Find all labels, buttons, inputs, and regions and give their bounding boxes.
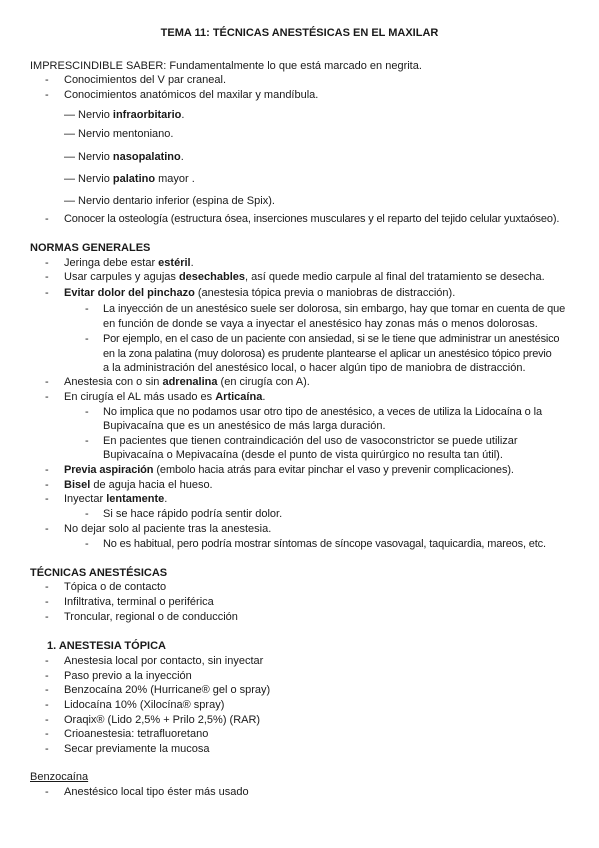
bullet-dash: - xyxy=(45,479,49,491)
norma-text-post: de aguja hacia el hueso. xyxy=(90,479,213,491)
bullet-dash: - xyxy=(45,655,49,667)
section-heading-tecnicas: TÉCNICAS ANESTÉSICAS xyxy=(30,567,168,579)
bullet-dash: - xyxy=(45,391,49,403)
nerve-text: — Nervio xyxy=(64,109,113,121)
nerve-item xyxy=(64,172,195,186)
nerve-item xyxy=(64,108,184,122)
sub-item: No es habitual, pero podría mostrar síntomas de síncope vasovagal, taquicardia, mareos, etc. xyxy=(103,538,546,550)
norma-item: No dejar solo al paciente tras la anestesia. xyxy=(64,523,272,535)
section-heading-topica: 1. ANESTESIA TÓPICA xyxy=(47,640,166,652)
bullet-dash: - xyxy=(45,493,49,505)
norma-item xyxy=(64,463,514,477)
bullet-dash: - xyxy=(45,684,49,696)
norma-text-post: (en cirugía con A). xyxy=(217,376,310,388)
sub-bullet-dash: - xyxy=(85,435,89,447)
bullet-dash: - xyxy=(45,257,49,269)
bullet-dash: - xyxy=(45,74,49,86)
norma-text-post: . xyxy=(262,391,266,403)
benzo-item: Anestésico local tipo éster más usado xyxy=(64,786,249,798)
topica-item: Crioanestesia: tetrafluoretano xyxy=(64,728,209,740)
intro-text: IMPRESCINDIBLE SABER: Fundamentalmente lo que está marcado en negrita. xyxy=(30,60,422,72)
norma-bold: Articaína xyxy=(215,391,263,403)
nerve-text-post: mayor . xyxy=(155,173,195,185)
norma-text-post: (embolo hacia atrás para evitar pinchar el vaso y prevenir complicaciones). xyxy=(153,464,514,476)
topica-item: Oraqix® (Lido 2,5% + Prilo 2,5%) (RAR) xyxy=(64,714,261,726)
nerve-text: — Nervio mentoniano. xyxy=(64,128,174,140)
norma-text: En cirugía el AL más usado es xyxy=(64,391,216,403)
nerve-text: — Nervio xyxy=(64,173,113,185)
nerve-text: — Nervio dentario inferior (espina de Spix). xyxy=(64,195,275,207)
bullet-dash: - xyxy=(45,743,49,755)
norma-text: Jeringa debe estar xyxy=(64,257,159,269)
sub-bullet-dash: - xyxy=(85,508,89,520)
norma-item xyxy=(64,492,167,506)
bullet-dash: - xyxy=(45,376,49,388)
nerve-bold: nasopalatino xyxy=(112,151,181,163)
sub-bullet-dash: - xyxy=(85,406,89,418)
tecnica-item: Troncular, regional o de conducción xyxy=(64,611,238,623)
bullet-dash: - xyxy=(45,523,49,535)
page-title: TEMA 11: TÉCNICAS ANESTÉSICAS EN EL MAXILAR xyxy=(160,27,439,39)
norma-text: Anestesia con o sin xyxy=(64,376,163,388)
nerve-item xyxy=(64,150,184,164)
bullet-dash: - xyxy=(45,611,49,623)
bullet-dash: - xyxy=(45,464,49,476)
bullet-dash: - xyxy=(45,670,49,682)
sub-item-cont: Bupivacaína o Mepivacaína (desde el punto de vista quirúrgico no resulta tan útil). xyxy=(103,449,503,461)
sub-item-cont: Bupivacaína que es un anestésico de más larga duración. xyxy=(103,420,386,432)
nerve-item xyxy=(64,127,173,141)
sub-item-cont: en función de donde se vaya a inyectar el anestésico hay zonas más o menos dolorosas. xyxy=(103,318,538,330)
topica-item: Paso previo a la inyección xyxy=(64,670,192,682)
topica-item: Lidocaína 10% (Xilocína® spray) xyxy=(64,699,225,711)
norma-text-post: . xyxy=(164,493,168,505)
norma-item xyxy=(64,286,455,300)
nerve-text: — Nervio xyxy=(64,151,113,163)
norma-bold: Evitar dolor del pinchazo xyxy=(64,287,195,299)
topica-item: Benzocaína 20% (Hurricane® gel o spray) xyxy=(64,684,271,696)
bullet-dash: - xyxy=(45,271,49,283)
intro-item: Conocimientos del V par craneal. xyxy=(64,74,227,86)
tecnica-item: Infiltrativa, terminal o periférica xyxy=(64,596,214,608)
osteology-item: Conocer la osteología (estructura ósea, inserciones musculares y el reparto del tejido celular yuxtaóseo). xyxy=(64,213,560,225)
intro-item: Conocimientos anatómicos del maxilar y mandíbula. xyxy=(64,89,319,101)
bullet-dash: - xyxy=(45,786,49,798)
sub-item: No implica que no podamos usar otro tipo de anestésico, a veces de utiliza la Lidocaína o la xyxy=(103,406,543,418)
bullet-dash: - xyxy=(45,287,49,299)
section-heading-normas: NORMAS GENERALES xyxy=(30,242,151,254)
norma-bold: adrenalina xyxy=(162,376,218,388)
bullet-dash: - xyxy=(45,596,49,608)
norma-text: Usar carpules y agujas xyxy=(64,271,179,283)
nerve-item xyxy=(64,194,275,208)
sub-item: Si se hace rápido podría sentir dolor. xyxy=(103,508,283,520)
subsection-heading-benzocaina: Benzocaína xyxy=(30,771,89,783)
sub-item: La inyección de un anestésico suele ser dolorosa, sin embargo, hay que tomar en cuenta de que xyxy=(103,303,566,315)
sub-bullet-dash: - xyxy=(85,538,89,550)
sub-bullet-dash: - xyxy=(85,303,89,315)
sub-item-cont: a la administración del anestésico local, o hacer algún tipo de maniobra de distracción. xyxy=(103,362,526,374)
sub-bullet-dash: - xyxy=(85,333,89,345)
topica-item: Anestesia local por contacto, sin inyectar xyxy=(64,655,264,667)
norma-text-post: . xyxy=(190,257,194,269)
nerve-bold: palatino xyxy=(112,173,156,185)
norma-bold: Previa aspiración xyxy=(64,464,154,476)
bullet-dash: - xyxy=(45,728,49,740)
bullet-dash: - xyxy=(45,213,49,225)
norma-bold: lentamente xyxy=(106,493,165,505)
tecnica-item: Tópica o de contacto xyxy=(64,581,167,593)
sub-item: En pacientes que tienen contraindicación del uso de vasoconstrictor se puede utilizar xyxy=(103,435,518,447)
nerve-text-post: . xyxy=(180,151,184,163)
norma-item xyxy=(64,478,213,492)
norma-item xyxy=(64,390,265,404)
norma-item xyxy=(64,256,194,270)
nerve-bold: infraorbitario xyxy=(112,109,182,121)
nerve-text-post: . xyxy=(181,109,185,121)
topica-item: Secar previamente la mucosa xyxy=(64,743,210,755)
sub-item-cont: en la zona palatina (muy dolorosa) es prudente plantearse el aplicar un anestésico tópico previo xyxy=(103,348,552,360)
bullet-dash: - xyxy=(45,699,49,711)
norma-bold: Bisel xyxy=(64,479,91,491)
bullet-dash: - xyxy=(45,581,49,593)
norma-item xyxy=(64,375,310,389)
norma-text-post: (anestesia tópica previa o maniobras de distracción). xyxy=(194,287,456,299)
norma-text: Inyectar xyxy=(64,493,107,505)
norma-item xyxy=(64,270,545,284)
norma-bold: desechables xyxy=(178,271,245,283)
bullet-dash: - xyxy=(45,89,49,101)
sub-item: Por ejemplo, en el caso de un paciente con ansiedad, si se le tiene que administrar un anestésico xyxy=(103,333,560,345)
bullet-dash: - xyxy=(45,714,49,726)
norma-text-post: , así quede medio carpule al final del tratamiento se desecha. xyxy=(245,271,545,283)
norma-bold: estéril xyxy=(158,257,191,269)
